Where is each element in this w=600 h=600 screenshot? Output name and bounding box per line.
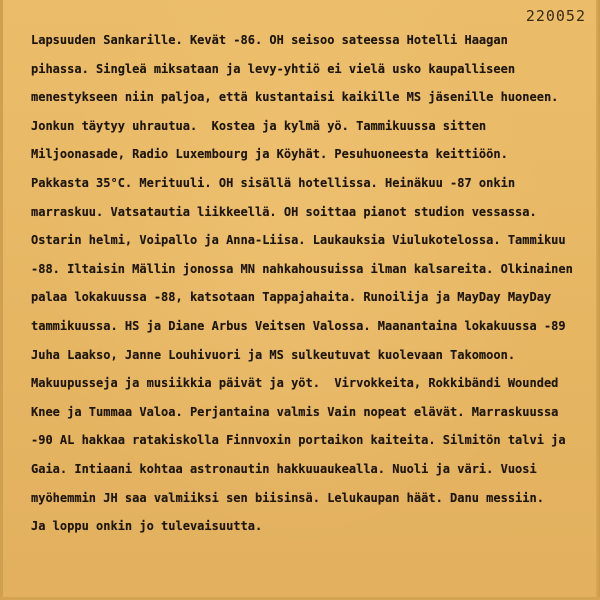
text-line: Knee ja Tummaa Valoa. Perjantaina valmis Vain nopeat elävät. Marraskuussa: [31, 404, 559, 419]
liner-notes-text: [31, 26, 576, 541]
text-line: -90 AL hakkaa ratakiskolla Finnvoxin portaikon kaiteita. Silmitön talvi ja: [31, 433, 566, 448]
text-line: Ja loppu onkin jo tulevaisuutta.: [31, 519, 263, 534]
text-line: Gaia. Intiaani kohtaa astronautin hakkuuaukealla. Nuoli ja väri. Vuosi: [31, 461, 537, 476]
text-line: tammikuussa. HS ja Diane Arbus Veitsen Valossa. Maanantaina lokakuussa -89: [31, 318, 566, 333]
catalog-number: 220052: [525, 7, 586, 25]
text-line: Miljoonasade, Radio Luxembourg ja Köyhät. Pesuhuoneesta keittiöön.: [31, 147, 508, 162]
text-line: palaa lokakuussa -88, katsotaan Tappajahaita. Runoilija ja MayDay MayDay: [31, 290, 552, 305]
text-line: Lapsuuden Sankarille. Kevät -86. OH seisoo sateessa Hotelli Haagan: [31, 33, 508, 47]
text-line: Jonkun täytyy uhrautua. Kostea ja kylmä yö. Tammikuussa sitten: [31, 118, 487, 133]
text-line: myöhemmin JH saa valmiiksi sen biisinsä. Lelukaupan häät. Danu messiin.: [31, 490, 544, 505]
text-line: Makuupusseja ja musiikkia päivät ja yöt. Virvokkeita, Rokkibändi Wounded: [31, 376, 559, 391]
right-edge: [596, 0, 600, 600]
text-line: Juha Laakso, Janne Louhivuori ja MS sulkeutuvat kuolevaan Takomoon.: [31, 347, 516, 362]
text-line: Pakkasta 35°C. Merituuli. OH sisällä hotellissa. Heinäkuu -87 onkin: [31, 175, 516, 190]
left-edge: [0, 0, 3, 600]
text-line: Ostarin helmi, Voipallo ja Anna-Liisa. Laukauksia Viulukotelossa. Tammikuu: [31, 233, 566, 248]
text-line: marraskuu. Vatsatautia liikkeellä. OH soittaa pianot studion vessassa.: [31, 204, 537, 219]
text-line: menestykseen niin paljoa, että kustantaisi kaikille MS jäsenille huoneen.: [31, 90, 559, 105]
text-line: -88. Iltaisin Mällin jonossa MN nahkahousuissa ilman kalsareita. Olkinainen: [31, 261, 573, 276]
text-line: pihassa. Singleä miksataan ja levy-yhtiö ei vielä usko kaupalliseen: [31, 61, 516, 76]
